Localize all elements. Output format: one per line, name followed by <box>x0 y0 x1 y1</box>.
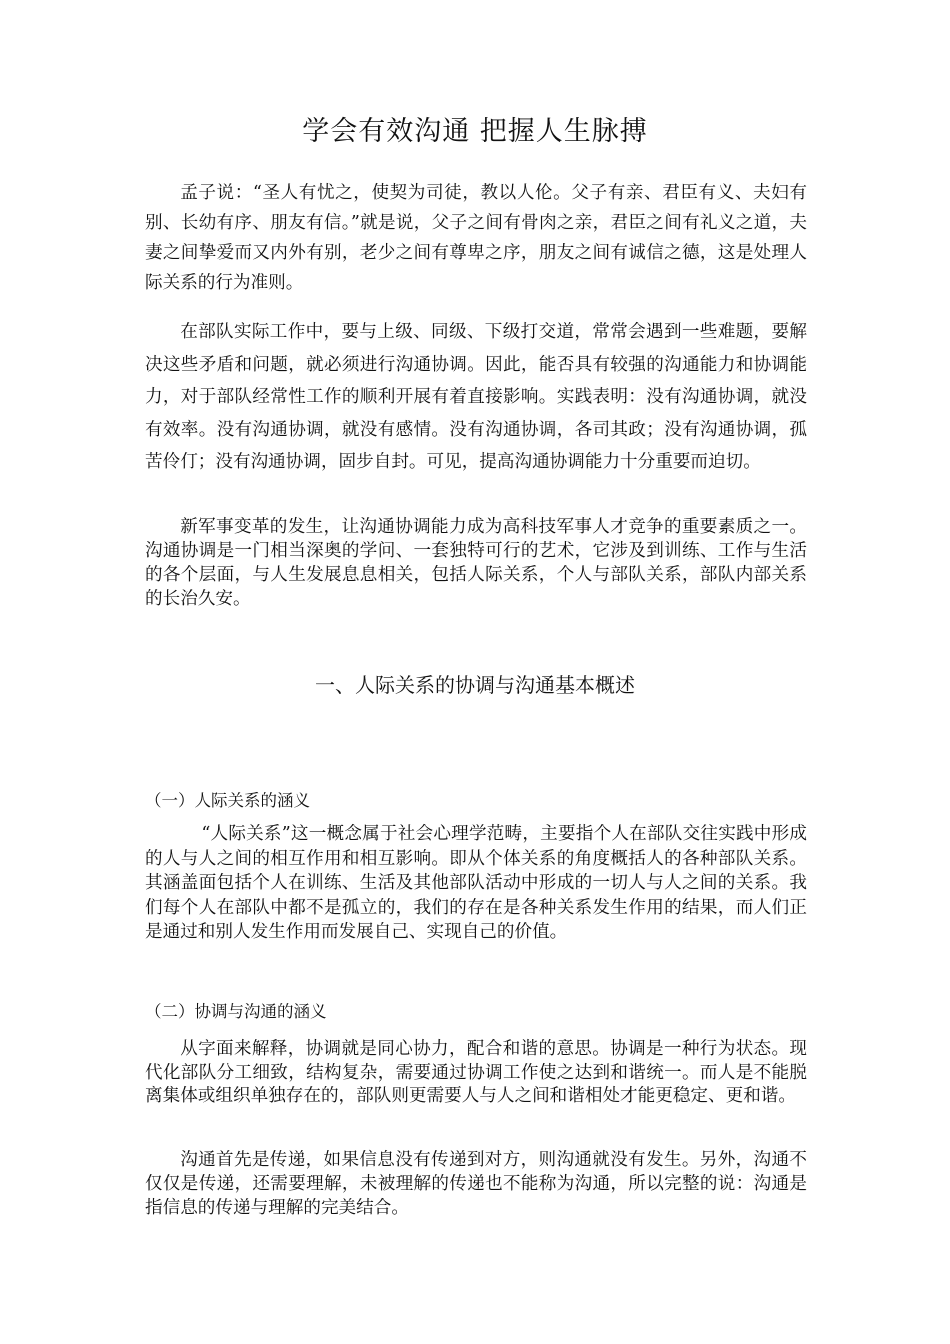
subsection-2-paragraph-1: 从字面来解释，协调就是同心协力，配合和谐的意思。协调是一种行为状态。现代化部队分工细致，结构复杂，需要通过协调工作使之达到和谐统一。而人是不能脱离集体或组织单独存在的，部队则更需要人与人之间和谐相处才能更稳定、更和谐。 <box>145 1039 807 1106</box>
subsection-2-paragraph-2: 沟通首先是传递，如果信息没有传递到对方，则沟通就没有发生。另外，沟通不仅仅是传递，还需要理解，未被理解的传递也不能称为沟通，所以完整的说：沟通是指信息的传递与理解的完美结合。 <box>145 1150 807 1218</box>
intro-paragraph-3: 新军事变革的发生，让沟通协调能力成为高科技军事人才竞争的重要素质之一。沟通协调是一门相当深奥的学问、一套独特可行的艺术，它涉及到训练、工作与生活的各个层面，与人生发展息息相关，包括人际关系，个人与部队关系，部队内部关系的长治久安。 <box>145 517 807 609</box>
section-heading: 一、人际关系的协调与沟通基本概述 <box>315 673 635 697</box>
subsection-1-paragraph: “人际关系”这一概念属于社会心理学范畴，主要指个人在部队交往实践中形成的人与人之间的相互作用和相互影响。即从个体关系的角度概括人的各种部队关系。其涵盖面包括个人在训练、生活及其他部队活动中形成的一切人与人之间的关系。我们每个人在部队中都不是孤立的，我们的存在是各种关系发生作用的结果，而人们正是通过和别人发生作用而发展自己、实现自己的价值。 <box>145 824 807 942</box>
intro-paragraph-2: 在部队实际工作中，要与上级、同级、下级打交道，常常会遇到一些难题，要解决这些矛盾和问题，就必须进行沟通协调。因此，能否具有较强的沟通能力和协调能力，对于部队经常性工作的顺利开展有着直接影响。实践表明：没有沟通协调，就没有效率。没有沟通协调，就没有感情。没有沟通协调，各司其政；没有沟通协调，孤苦伶仃；没有沟通协调，固步自封。可见，提高沟通协调能力十分重要而迫切。 <box>145 322 807 472</box>
subsection-2-heading: （二）协调与沟通的涵义 <box>145 1002 327 1021</box>
document-title: 学会有效沟通 把握人生脉搏 <box>302 116 648 147</box>
subsection-1-heading: （一）人际关系的涵义 <box>145 791 310 810</box>
intro-paragraph-1: 孟子说：“圣人有忧之，使契为司徒，教以人伦。父子有亲、君臣有义、夫妇有别、长幼有序、朋友有信。”就是说，父子之间有骨肉之亲，君臣之间有礼义之道，夫妻之间挚爱而又内外有别，老少之间有尊卑之序，朋友之间有诚信之德，这是处理人际关系的行为准则。 <box>145 183 807 293</box>
